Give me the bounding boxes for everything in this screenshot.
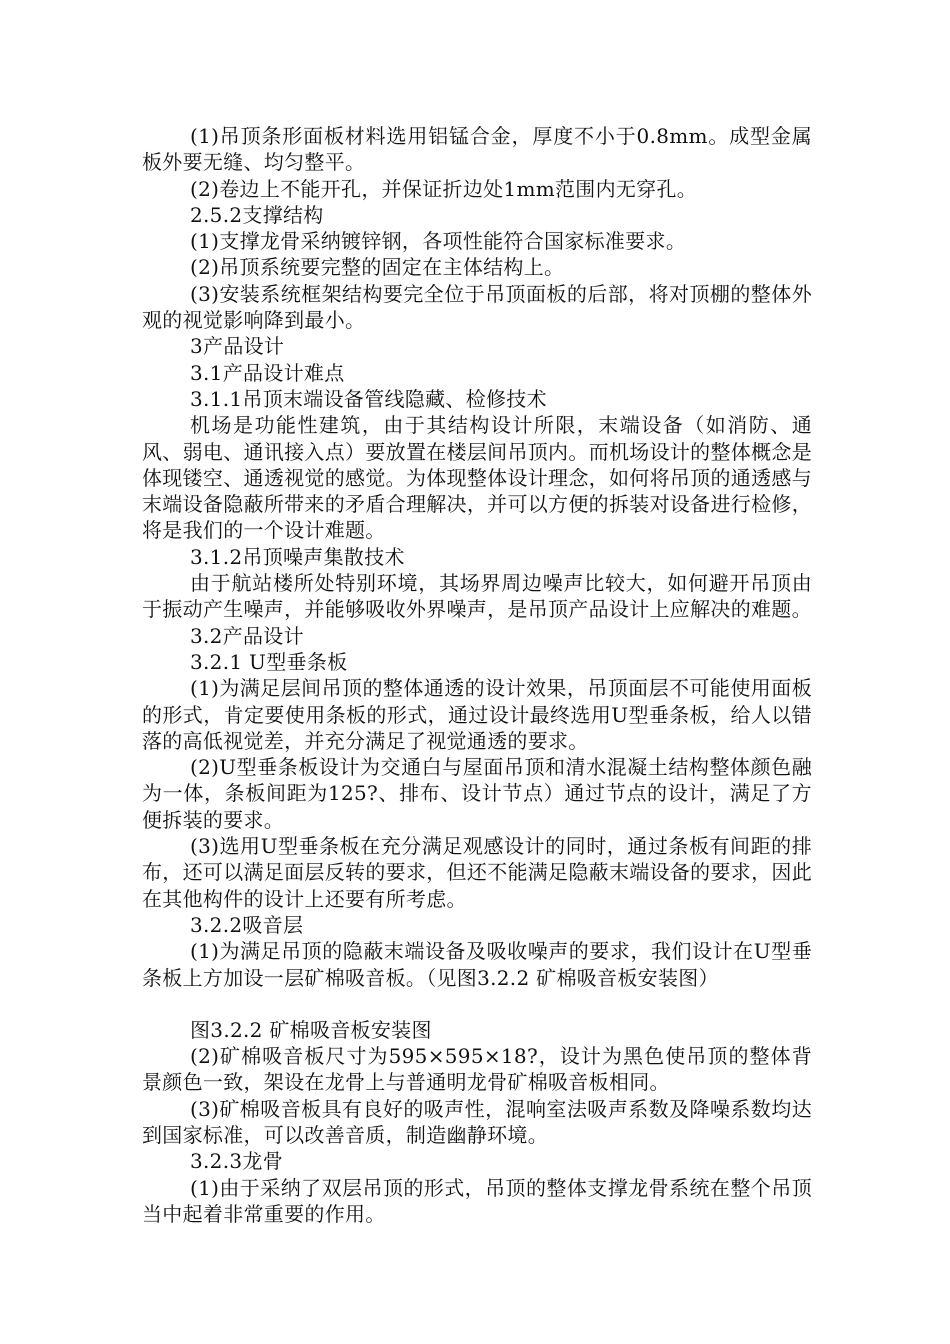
figure-caption: 图3.2.2 矿棉吸音板安装图: [190, 1017, 432, 1042]
heading-3-1-2: 3.1.2吊顶噪声集散技术: [190, 544, 405, 569]
paragraph-absorb-layer-3: (3)矿棉吸音板具有良好的吸声性，混响室法吸声系数及降噪系数均达到国家标准，可以改善音质，制造幽静环境。: [142, 1096, 812, 1147]
paragraph-absorb-layer-2: (2)矿棉吸音板尺寸为595×595×18?，设计为黑色使吊顶的整体背景颜色一致，架设在龙骨上与普通明龙骨矿棉吸音板相同。: [142, 1044, 812, 1095]
heading-3-1: 3.1产品设计难点: [190, 360, 345, 385]
paragraph-frame-position: (3)安装系统框架结构要完全位于吊顶面板的后部，将对顶棚的整体外观的视觉影响降到最小。: [142, 281, 812, 333]
paragraph-keel-1: (1)由于采纳了双层吊顶的形式，吊顶的整体支撑龙骨系统在整个吊顶当中起着非常重要的作用。: [142, 1175, 812, 1226]
paragraph-noise: 由于航站楼所处特别环境，其场界周边噪声比较大，如何避开吊顶由于振动产生噪声，并能够吸收外界噪声，是吊顶产品设计上应解决的难题。: [142, 571, 812, 622]
document-body: [142, 123, 812, 1227]
paragraph-hemming: (2)卷边上不能开孔，并保证折边处1mm范围内无穿孔。: [190, 176, 698, 201]
heading-3: 3产品设计: [190, 334, 285, 359]
heading-3-2: 3.2产品设计: [190, 623, 304, 648]
heading-3-2-2: 3.2.2吸音层: [190, 912, 304, 937]
paragraph-airport-function: 机场是功能性建筑，由于其结构设计所限，末端设备（如消防、通风、弱电、通讯接入点）要放置在楼层间吊顶内。而机场设计的整体概念是体现镂空、通透视觉的感觉。为体现整体设计理念，如何将吊顶的通透感与末端设备隐蔽所带来的矛盾合理解决，并可以方便的拆装对设备进行检修，将是我们的一个设计难题。: [142, 413, 812, 543]
paragraph-support-keel: (1)支撑龙骨采纳镀锌钢，各项性能符合国家标准要求。: [190, 229, 687, 254]
heading-3-1-1: 3.1.1吊顶末端设备管线隐藏、检修技术: [190, 386, 547, 411]
paragraph-fixing: (2)吊顶系统要完整的固定在主体结构上。: [190, 255, 565, 280]
paragraph-u-strip-1: (1)为满足层间吊顶的整体通透的设计效果，吊顶面层不可能使用面板的形式，肯定要使用条板的形式，通过设计最终选用U型垂条板，给人以错落的高低视觉差，并充分满足了视觉通透的要求。: [142, 676, 812, 753]
heading-3-2-1: 3.2.1 U型垂条板: [190, 649, 348, 674]
paragraph-panel-material: (1)吊顶条形面板材料选用铝锰合金，厚度不小于0.8mm。成型金属板外要无缝、均匀整平。: [142, 124, 812, 175]
heading-2-5-2: 2.5.2支撑结构: [190, 202, 324, 227]
paragraph-u-strip-2: (2)U型垂条板设计为交通白与屋面吊顶和清水混凝土结构整体颜色融为一体，条板间距为125?、排布、设计节点）通过节点的设计，满足了方便拆装的要求。: [142, 755, 812, 832]
paragraph-u-strip-3: (3)选用U型垂条板在充分满足观感设计的同时，通过条板有间距的排布，还可以满足面层反转的要求，但还不能满足隐蔽末端设备的要求，因此在其他构件的设计上还要有所考虑。: [142, 834, 812, 911]
figure-gap: [142, 991, 812, 1017]
heading-3-2-3: 3.2.3龙骨: [190, 1149, 283, 1174]
paragraph-absorb-layer-1: (1)为满足吊顶的隐蔽末端设备及吸收噪声的要求，我们设计在U型垂条板上方加设一层矿棉吸音板。（见图3.2.2 矿棉吸音板安装图）: [142, 939, 812, 990]
